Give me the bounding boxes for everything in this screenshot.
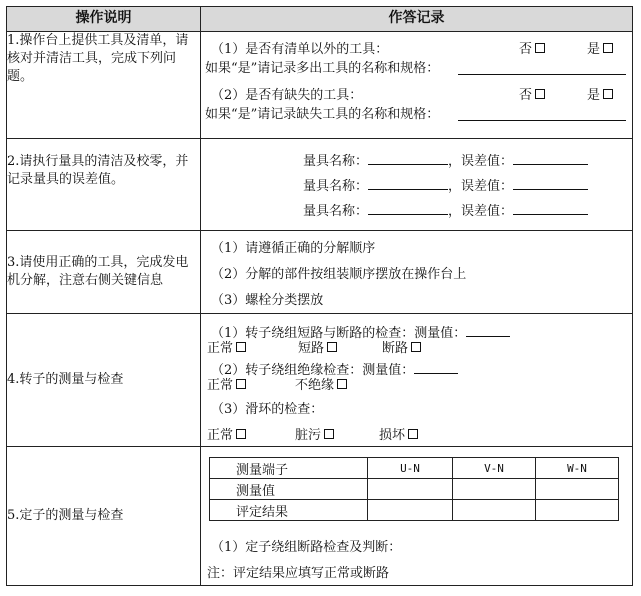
- checkbox-icon[interactable]: [337, 379, 347, 389]
- gauge-row: 量具名称： ，误差值：: [303, 201, 588, 220]
- q2-no-option[interactable]: 否: [519, 88, 545, 104]
- stator-note: 注：评定结果应填写正常或断路: [207, 566, 390, 581]
- evaluation-result-label: 评定结果: [210, 500, 368, 521]
- rotor-q1-option-short[interactable]: 短路: [298, 341, 337, 357]
- answer-cell-4: [201, 314, 633, 447]
- q2-yes-option[interactable]: 是: [587, 88, 613, 104]
- checkbox-icon[interactable]: [411, 342, 421, 352]
- q2-text: （2）是否有缺失的工具：: [211, 88, 363, 103]
- gauge-name-blank[interactable]: [368, 201, 448, 215]
- checkbox-icon[interactable]: [408, 429, 418, 439]
- q2-missing-tools-blank[interactable]: [458, 107, 626, 126]
- q1-follow-text: 如果“是”请记录多出工具的名称和规格：: [205, 61, 440, 76]
- terminal-wn-header: W-N: [536, 458, 619, 479]
- terminal-vn-header: V-N: [453, 458, 536, 479]
- terminal-un-header: U-N: [368, 458, 453, 479]
- disassembly-item: （2）分解的部件按组装顺序摆放在操作台上: [211, 267, 467, 282]
- rotor-q1-option-open[interactable]: 断路: [382, 341, 421, 357]
- rotor-q2: （2）转子绕组绝缘检查：测量值：: [211, 360, 458, 379]
- answer-cell-3: [201, 231, 633, 314]
- checkbox-icon[interactable]: [535, 43, 545, 53]
- checkbox-icon[interactable]: [236, 379, 246, 389]
- q1-extra-tools-blank[interactable]: [458, 61, 626, 80]
- rotor-q2-option-normal[interactable]: 正常: [207, 378, 246, 394]
- instruction-4: 4.转子的测量与检查: [7, 314, 201, 447]
- gauge-name-blank[interactable]: [368, 176, 448, 190]
- stator-q1: （1）定子绕组断路检查及判断：: [211, 540, 402, 555]
- answer-cell-2: [201, 139, 633, 231]
- checkbox-icon[interactable]: [603, 89, 613, 99]
- evaluation-result-vn-cell[interactable]: [453, 500, 536, 521]
- rotor-q3-option-dirty[interactable]: 脏污: [295, 428, 334, 444]
- rotor-short-open-value-blank[interactable]: [466, 323, 510, 337]
- stator-measurement-table: [209, 457, 619, 521]
- rotor-q3-option-normal[interactable]: 正常: [207, 428, 246, 444]
- operation-table: [6, 6, 633, 586]
- checkbox-icon[interactable]: [327, 342, 337, 352]
- disassembly-item: （3）螺栓分类摆放: [211, 293, 324, 308]
- answer-cell-1: [201, 32, 633, 139]
- header-instructions: 操作说明: [7, 7, 201, 32]
- gauge-error-blank[interactable]: [513, 151, 588, 165]
- rotor-q1: （1）转子绕组短路与断路的检查：测量值：: [211, 323, 510, 342]
- checkbox-icon[interactable]: [236, 342, 246, 352]
- instruction-3: 3.请使用正确的工具，完成发电机分解，注意右侧关键信息: [7, 231, 201, 314]
- measured-value-wn-cell[interactable]: [536, 479, 619, 500]
- instruction-5: 5.定子的测量与检查: [7, 447, 201, 586]
- gauge-error-blank[interactable]: [513, 201, 588, 215]
- measured-value-vn-cell[interactable]: [453, 479, 536, 500]
- rotor-q2-option-not-insulated[interactable]: 不绝缘: [295, 378, 347, 394]
- gauge-error-blank[interactable]: [513, 176, 588, 190]
- checkbox-icon[interactable]: [603, 43, 613, 53]
- q1-no-option[interactable]: 否: [519, 42, 545, 58]
- instruction-2: 2.请执行量具的清洁及校零，并记录量具的误差值。: [7, 139, 201, 231]
- header-answers: 作答记录: [201, 7, 633, 32]
- q1-text: （1）是否有清单以外的工具：: [211, 42, 389, 57]
- rotor-q1-option-normal[interactable]: 正常: [207, 341, 246, 357]
- checkbox-icon[interactable]: [535, 89, 545, 99]
- checkbox-icon[interactable]: [324, 429, 334, 439]
- answer-cell-5: [201, 447, 633, 586]
- instruction-1: 1.操作台上提供工具及清单，请核对并清洁工具，完成下列问题。: [7, 32, 201, 139]
- measured-value-label: 测量值: [210, 479, 368, 500]
- measured-value-un-cell[interactable]: [368, 479, 453, 500]
- gauge-row: 量具名称： ，误差值：: [303, 176, 588, 195]
- rotor-insulation-value-blank[interactable]: [414, 360, 458, 374]
- q1-yes-option[interactable]: 是: [587, 42, 613, 58]
- evaluation-result-wn-cell[interactable]: [536, 500, 619, 521]
- terminal-header: 测量端子: [210, 458, 368, 479]
- checkbox-icon[interactable]: [236, 429, 246, 439]
- rotor-q3-option-damaged[interactable]: 损坏: [379, 428, 418, 444]
- evaluation-result-un-cell[interactable]: [368, 500, 453, 521]
- q2-follow-text: 如果“是”请记录缺失工具的名称和规格：: [205, 107, 440, 122]
- disassembly-item: （1）请遵循正确的分解顺序: [211, 241, 376, 256]
- gauge-row: 量具名称： ，误差值：: [303, 151, 588, 170]
- rotor-q3: （3）滑环的检查：: [211, 402, 324, 417]
- gauge-name-blank[interactable]: [368, 151, 448, 165]
